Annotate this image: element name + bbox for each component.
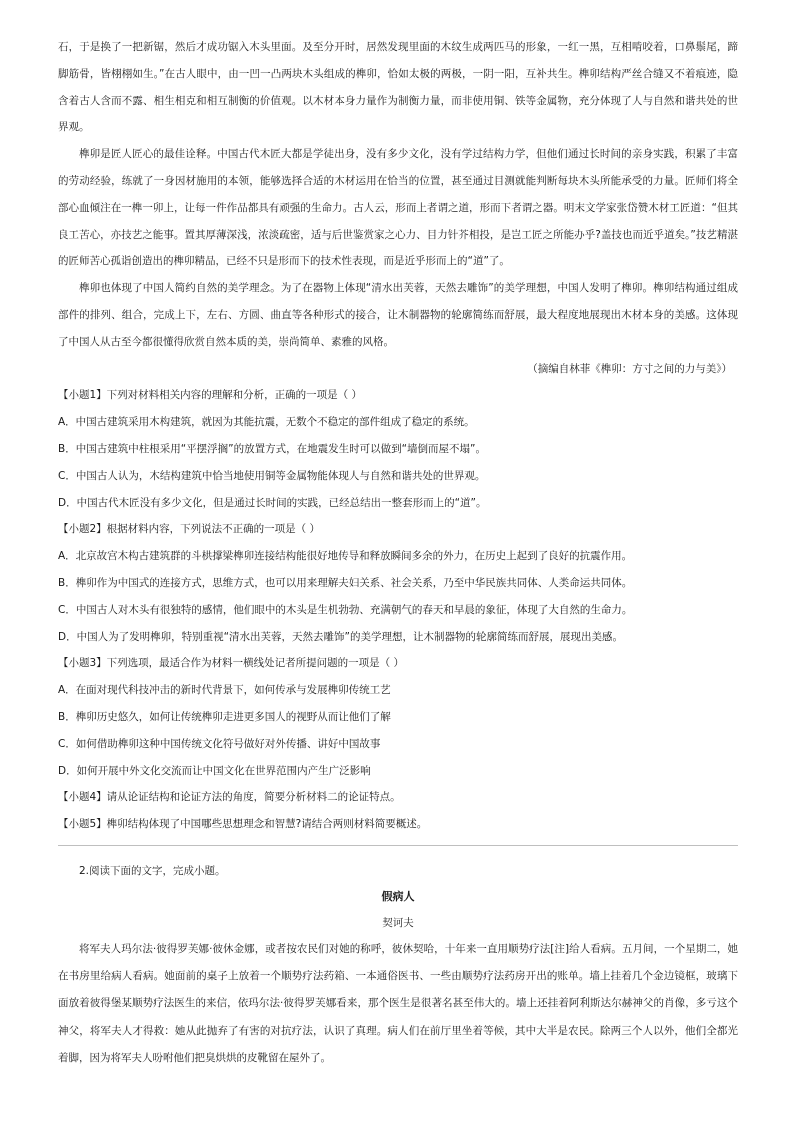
question-stem: 【小题3】下列选项，最适合作为材料一横线处记者所提问题的一项是（ ） (58, 657, 405, 670)
question-4: 【小题4】请从论证结构和论证方法的角度，简要分析材料二的论证特点。 (58, 791, 401, 804)
section-divider (58, 845, 738, 846)
question-2 (58, 516, 738, 650)
question-option: B．中国古建筑中柱根采用“平摆浮搁”的放置方式，在地震发生时可以做到“墙倒而屋不塌”。 (58, 442, 486, 455)
section-heading: 2.阅读下面的文字，完成小题。 (79, 865, 226, 877)
question-option: D．中国古代木匠没有多少文化，但是通过长时间的实践，已经总结出一整套形而上的“道”。 (58, 496, 487, 509)
question-option: B．榫卯作为中国式的连接方式，思维方式，也可以用来理解夫妇关系、社会关系，乃至中华民族共同体、人类命运共同体。 (58, 576, 633, 589)
passage-1 (58, 34, 738, 846)
question-stem: 【小题1】下列对材料相关内容的理解和分析，正确的一项是（ ） (58, 389, 363, 402)
question-option: A．中国古建筑采用木构建筑，就因为其能抗震，无数个不稳定的部件组成了稳定的系统。 (58, 416, 475, 429)
article-paragraph: 榫卯是匠人匠心的最佳诠释。中国古代木匠大都是学徒出身，没有多少文化，没有学过结构力学，但他们通过长时间的亲身实践，积累了丰富的劳动经验，练就了一身因材施用的本领，能够选择合适的木材运用在恰当的位置，甚至通过目测就能判断每块木头所能承受的力量。匠师们将全部心血倾注在一榫一卯上，让每一件作品都具有顽强的生命力。古人云，形而上者谓之道，形而下者谓之器。明末文学家张岱赞木材工匠道：“但其良工苦心，亦技艺之能事。置其厚薄深浅，浓淡疏密，适与后世鉴赏家之心力、目力针芥相投，是岂工匠之所能办乎?盖技也而近乎道矣。”技艺精湛的匠师苦心孤诣创造出的榫卯精品，已经不只是形而下的技术性表现，而是近乎形而上的“道”了。 (58, 148, 738, 268)
story-paragraph: 将军夫人玛尔法·彼得罗芙娜·彼休金娜，或者按农民们对她的称呼，彼休契哈，十年来一直用顺势疗法[注]给人看病。五月间，一个星期二，她在书房里给病人看病。她面前的桌子上放着一个顺势疗法药箱、一本通俗医书、一些由顺势疗法药房开出的账单。墙上挂着几个金边镜框，玻璃下面放着彼得堡某顺势疗法医生的来信，依玛尔法·彼得罗芙娜看来，那个医生是很著名甚至伟大的。墙上还挂着阿利斯达尔赫神父的肖像，多亏这个神父，将军夫人才得救：她从此抛弃了有害的对抗疗法，认识了真理。病人们在前厅里坐着等候，其中大半是农民。除两三个人以外，他们全都光着脚，因为将军夫人吩咐他们把臭烘烘的皮靴留在屋外了。 (58, 943, 738, 1064)
question-option: C．如何借助榫卯这种中国传统文化符号做好对外传播、讲好中国故事 (58, 737, 381, 750)
question-1 (58, 382, 738, 516)
question-option: A．北京故宫木构古建筑群的斗栱撑梁榫卯连接结构能很好地传导和释放瞬间多余的外力，在历史上起到了良好的抗震作用。 (58, 550, 633, 563)
question-5: 【小题5】榫卯结构体现了中国哪些思想理念和智慧?请结合两则材料简要概述。 (58, 818, 428, 831)
question-option: C．中国古人对木头有很独特的感情，他们眼中的木头是生机勃勃、充满朝气的春天和早晨的象征，体现了大自然的生命力。 (58, 603, 633, 616)
question-3 (58, 650, 738, 784)
story-author: 契诃夫 (382, 917, 414, 929)
question-option: A．在面对现代科技冲击的新时代背景下，如何传承与发展榫卯传统工艺 (58, 684, 391, 697)
question-option: D．中国人为了发明榫卯，特别重视“清水出芙蓉，天然去雕饰”的美学理想，让木制器物的轮廓简练而舒展，展现出美感。 (58, 630, 623, 643)
passage-2 (58, 858, 738, 1072)
story-title: 假病人 (381, 890, 415, 903)
article-paragraph: 石，于是换了一把新锯，然后才成功锯入木头里面。及至分开时，居然发现里面的木纹生成两匹马的形象，一红一黑，互相啃咬着，口鼻鬃尾，蹄脚筋骨，皆栩栩如生。”在古人眼中，由一凹一凸两块木头组成的榫卯，恰如太极的两极，一阴一阳，互补共生。榫卯结构严丝合缝又不着痕迹，隐含着古人含而不露、相生相克和相互制衡的价值观。以木材本身力量作为制衡力量，而非使用铜、铁等金属物，充分体现了人与自然和谐共处的世界观。 (58, 41, 738, 134)
article-paragraph: 榫卯也体现了中国人简约自然的美学理念。为了在器物上体现“清水出芙蓉，天然去雕饰”的美学理想，中国人发明了榫卯。榫卯结构通过组成部件的排列、组合，完成上下，左右、方圆、曲直等各种形式的接合，让木制器物的轮廓简练而舒展，最大程度地展现出木材本身的美感。这体现了中国人从古至今都很懂得欣赏自然本质的美，崇尚简单、素雅的风格。 (58, 282, 738, 348)
question-option: C．中国古人认为，木结构建筑中恰当地使用铜等金属物能体现人与自然和谐共处的世界观。 (58, 469, 486, 482)
question-option: D．如何开展中外文化交流而让中国文化在世界范围内产生广泛影响 (58, 764, 371, 777)
question-option: B．榫卯历史悠久，如何让传统榫卯走进更多国人的视野从而让他们了解 (58, 710, 391, 723)
article-source: （摘编自林菲《榫卯：方寸之间的力与美》） (527, 362, 732, 375)
question-stem: 【小题2】根据材料内容，下列说法不正确的一项是（ ） (58, 523, 321, 536)
